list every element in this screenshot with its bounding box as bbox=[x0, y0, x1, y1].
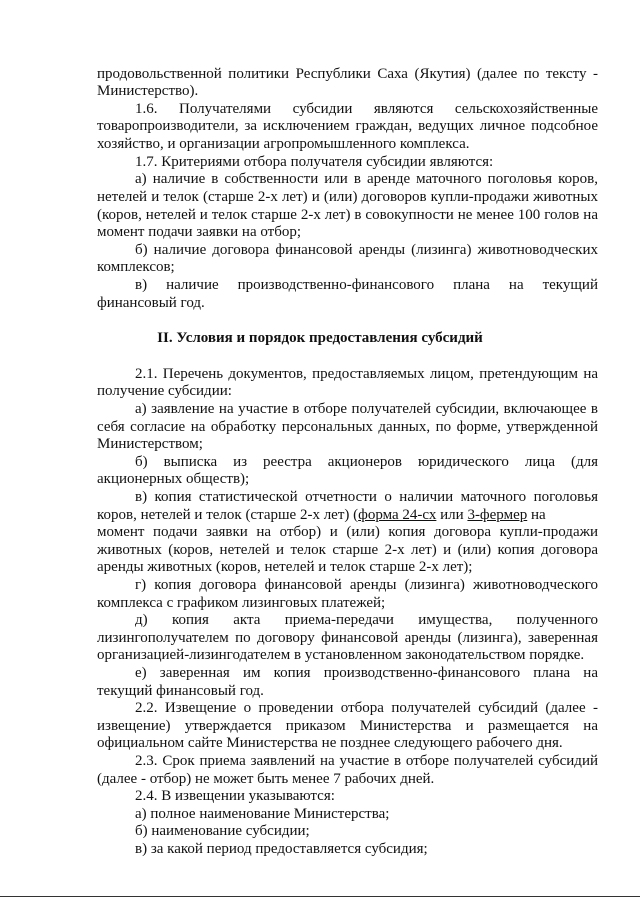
text-line: финансовый год. bbox=[97, 295, 205, 311]
text-segment: на bbox=[527, 507, 546, 523]
page-bottom-rule bbox=[0, 896, 640, 897]
text-line: д) копия акта приема-передачи имущества, полученного bbox=[135, 612, 598, 628]
text-line: аренды животных (коров, нетелей и телок старше 2-х лет); bbox=[97, 559, 473, 575]
text-line: е) заверенная им копия производственно-финансового плана на bbox=[135, 665, 598, 681]
text-line: товаропроизводители, за исключением граждан, ведущих личное подсобное bbox=[97, 118, 598, 134]
text-line: в) наличие производственно-финансового плана на текущий bbox=[135, 277, 598, 293]
text-line: комплексов; bbox=[97, 259, 175, 275]
text-line: г) копия договора финансовой аренды (лизинга) животноводческого bbox=[135, 577, 598, 593]
text-line: б) наличие договора финансовой аренды (лизинга) животноводческих bbox=[135, 242, 598, 258]
text-line: 2.4. В извещении указываются: bbox=[135, 788, 335, 804]
text-line: (далее - отбор) не может быть менее 7 рабочих дней. bbox=[97, 771, 435, 787]
text-segment: или bbox=[436, 507, 468, 523]
text-line: получение субсидии: bbox=[97, 383, 232, 399]
text-segment: коров, нетелей и телок (старше 2-х лет) ( bbox=[97, 507, 359, 523]
text-line: комплекса с графиком лизинговых платежей; bbox=[97, 595, 386, 611]
text-line: момент подачи заявки на отбор; bbox=[97, 224, 302, 240]
text-line: 2.3. Срок приема заявлений на участие в отборе получателей субсидий bbox=[135, 753, 598, 769]
text-line: б) выписка из реестра акционеров юридического лица (для bbox=[135, 454, 598, 470]
text-line: а) заявление на участие в отборе получателей субсидии, включающее в bbox=[135, 401, 598, 417]
text-line: себя согласие на обработку персональных данных, по форме, утвержденной bbox=[97, 419, 598, 435]
text-line: 1.6. Получателями субсидии являются сельскохозяйственные bbox=[135, 101, 598, 117]
text-line: нетелей и телок (старше 2-х лет) и (или) договоров купли-продажи животных bbox=[97, 189, 598, 205]
text-line: лизингополучателем по договору финансовой аренды (лизинга), заверенная bbox=[97, 630, 598, 646]
text-line: хозяйство, и организации агропромышленного комплекса. bbox=[97, 136, 470, 152]
text-line: б) наименование субсидии; bbox=[135, 823, 310, 839]
text-line: 2.2. Извещение о проведении отбора получателей субсидий (далее - bbox=[135, 700, 598, 716]
form-3-fermer-link[interactable]: 3-фермер bbox=[467, 507, 528, 523]
text-line: животных (коров, нетелей и телок старше 2-х лет) и (или) копия договора bbox=[97, 542, 598, 558]
text-line: (коров, нетелей и телок старше 2-х лет) в совокупности не менее 100 голов на bbox=[97, 207, 598, 223]
text-line-with-links bbox=[97, 507, 546, 524]
form-24-sh-link[interactable]: форма 24-сх bbox=[358, 507, 437, 523]
text-line: извещение) утверждается приказом Министерства и размещается на bbox=[97, 718, 598, 734]
text-line: 1.7. Критериями отбора получателя субсидии являются: bbox=[135, 154, 494, 170]
text-line: в) копия статистической отчетности о наличии маточного поголовья bbox=[135, 489, 598, 505]
text-line: продовольственной политики Республики Саха (Якутия) (далее по тексту - bbox=[97, 66, 598, 82]
text-line: момент подачи заявки на отбор) и (или) копия договора купли-продажи bbox=[97, 524, 598, 540]
text-line: в) за какой период предоставляется субсидия; bbox=[135, 841, 428, 857]
text-line: текущий финансовый год. bbox=[97, 683, 264, 699]
text-line: организацией-лизингодателем в установленном законодательством порядке. bbox=[97, 647, 585, 663]
section-heading: II. Условия и порядок предоставления субсидий bbox=[157, 330, 483, 346]
text-line: Министерством; bbox=[97, 436, 203, 452]
text-line: Министерство). bbox=[97, 83, 199, 99]
text-line: акционерных обществ); bbox=[97, 471, 250, 487]
text-line: а) полное наименование Министерства; bbox=[135, 806, 390, 822]
text-line: 2.1. Перечень документов, предоставляемых лицом, претендующим на bbox=[135, 366, 598, 382]
text-line: а) наличие в собственности или в аренде маточного поголовья коров, bbox=[135, 171, 598, 187]
text-line: официальном сайте Министерства не позднее следующего рабочего дня. bbox=[97, 735, 563, 751]
